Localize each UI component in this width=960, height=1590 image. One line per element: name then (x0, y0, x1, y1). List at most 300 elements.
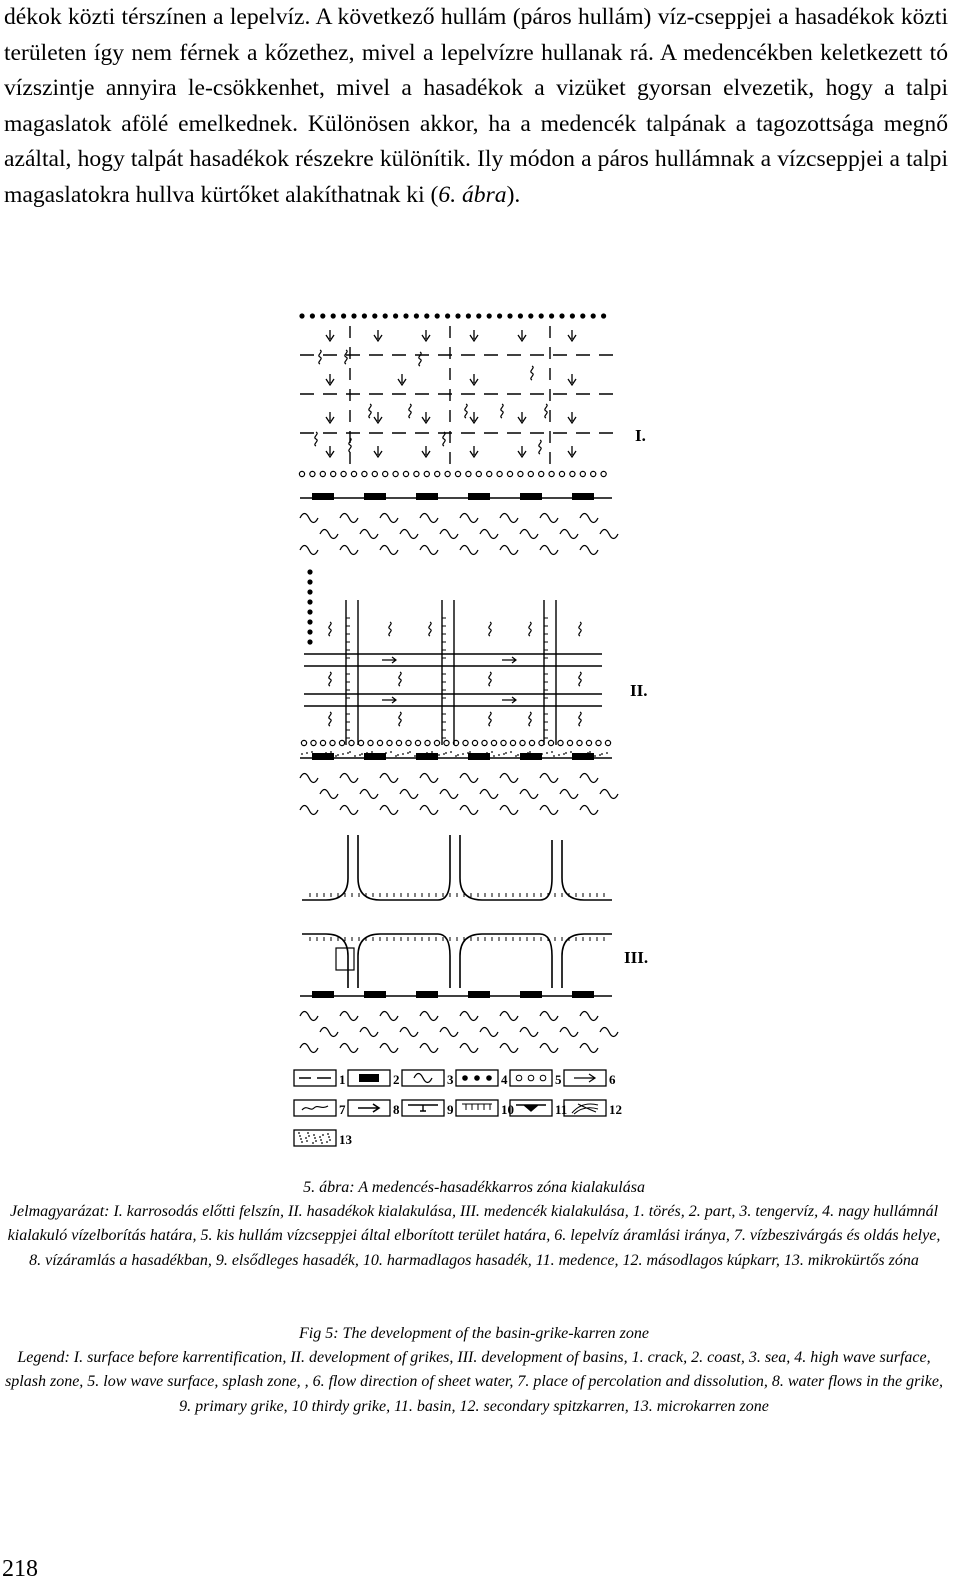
low-wave-circle (601, 471, 606, 476)
sea-wave-icon (340, 546, 358, 555)
low-wave-circle (497, 471, 502, 476)
sea-wave-icon (540, 1044, 558, 1053)
percolation-icon (329, 712, 331, 726)
high-wave-dot (307, 609, 312, 614)
low-wave-circle (559, 471, 564, 476)
percolation-icon (579, 672, 581, 686)
low-wave-icon (528, 1075, 534, 1081)
sea-wave-icon (540, 774, 558, 783)
percolation-icon (419, 352, 421, 366)
low-wave-circle (424, 471, 429, 476)
low-wave-circle (520, 740, 525, 745)
body-text-end: ). (506, 181, 521, 208)
sea-wave-icon (460, 514, 478, 523)
low-wave-circle (567, 740, 572, 745)
microkarren-icon (327, 1133, 329, 1135)
sea-wave-icon (600, 530, 618, 539)
low-wave-circle (320, 471, 325, 476)
sea-wave-icon (480, 790, 498, 799)
percolation-icon (489, 672, 491, 686)
sea-wave-icon (580, 546, 598, 555)
high-wave-dot (497, 313, 502, 318)
sea-wave-icon (320, 790, 338, 799)
microkarren-dot (563, 753, 565, 755)
sea-wave-icon (540, 806, 558, 815)
low-wave-circle (510, 740, 515, 745)
caption-hu-legend: Jelmagyarázat: I. karrosodás előtti felszín, II. hasadékok kialakulása, III. medencék kialakulása, 1. törés, 2. part, 3. tengervíz, 4. nagy hullámnál kialakuló vízelborítás határa, 5. kis hullám vízcseppjei által elborított terület határa, 6. lepelvíz áramlási iránya, 7. vízbeszivárgás és oldás helye, 8. vízáramlás a hasadékban, 9. elsődleges hasadék, 10. harmadlagos hasadék, 11. medence, 12. másodlagos kúpkarr, 13. mikrokürtős zóna (7, 1203, 941, 1269)
microkarren-dot (390, 751, 392, 753)
percolation-icon (315, 432, 317, 446)
sea-wave-icon (380, 774, 398, 783)
panel-label-2: II. (630, 681, 648, 700)
low-wave-circle (403, 471, 408, 476)
low-wave-circle (396, 740, 401, 745)
panel-1-surface (299, 313, 620, 554)
high-wave-dot (580, 313, 585, 318)
coast-icon (520, 991, 542, 998)
panel-2-grikes (300, 569, 618, 814)
sea-wave-icon (340, 774, 358, 783)
sea-wave-icon (420, 546, 438, 555)
flow-arrow-icon (502, 657, 516, 663)
arrow-down-icon (568, 374, 576, 385)
low-wave-circle (549, 471, 554, 476)
high-wave-dot (351, 313, 356, 318)
sea-wave-icon (560, 530, 578, 539)
microkarren-dot (505, 752, 507, 754)
low-wave-circle (377, 740, 382, 745)
low-wave-circle (591, 471, 596, 476)
microkarren-dot (395, 755, 397, 757)
low-wave-circle (501, 740, 506, 745)
sea-wave-icon (520, 530, 538, 539)
microkarren-dot (517, 754, 519, 756)
microkarren-icon (305, 1137, 307, 1139)
low-wave-circle (586, 740, 591, 745)
low-wave-circle (358, 740, 363, 745)
high-wave-dot (539, 313, 544, 318)
basin-outline (460, 934, 482, 988)
microkarren-dot (529, 751, 531, 753)
microkarren-dot (462, 753, 464, 755)
microkarren-dot (409, 751, 411, 753)
low-wave-circle (310, 471, 315, 476)
low-wave-circle (518, 471, 523, 476)
sea-wave-icon (360, 790, 378, 799)
sea-wave-icon (340, 1044, 358, 1053)
low-wave-circle (311, 740, 316, 745)
arrow-down-icon (568, 330, 576, 341)
sea-wave-icon (300, 1044, 318, 1053)
sea-wave-icon (420, 1012, 438, 1021)
sea-wave-icon (380, 514, 398, 523)
legend-number: 9 (447, 1102, 454, 1117)
microkarren-dot (431, 751, 433, 753)
low-wave-circle (455, 471, 460, 476)
high-wave-dot (476, 313, 481, 318)
microkarren-dot (601, 753, 603, 755)
body-paragraph (4, 0, 948, 214)
low-wave-circle (393, 471, 398, 476)
basin-outline (562, 934, 584, 988)
sea-wave-icon (480, 1028, 498, 1037)
legend-number: 3 (447, 1072, 454, 1087)
sea-wave-icon (320, 1028, 338, 1037)
microkarren-dot (414, 755, 416, 757)
microkarren-dot (342, 753, 344, 755)
high-wave-dot (518, 313, 523, 318)
microkarren-dot (565, 752, 567, 754)
high-wave-dot (320, 313, 325, 318)
percolation-icon (529, 622, 531, 636)
sea-wave-icon (520, 1028, 538, 1037)
high-wave-dot (383, 313, 388, 318)
coast-icon (468, 991, 490, 998)
low-wave-circle (491, 740, 496, 745)
arrow-down-icon (518, 330, 526, 341)
microkarren-icon (319, 1136, 321, 1138)
coast-icon (520, 753, 542, 760)
microkarren-icon (300, 1138, 302, 1140)
figure-reference: 6. ábra (438, 181, 507, 208)
sea-wave-icon (380, 1044, 398, 1053)
page-number: 218 (2, 1556, 38, 1582)
sea-wave-icon (400, 790, 418, 799)
sea-wave-icon (340, 1012, 358, 1021)
basin-outline (302, 934, 348, 988)
flow-arrow-icon (502, 697, 516, 703)
low-wave-circle (580, 471, 585, 476)
low-wave-circle (466, 471, 471, 476)
basin-outline (358, 934, 380, 988)
percolation-icon (489, 622, 491, 636)
sea-wave-icon (440, 530, 458, 539)
low-wave-circle (529, 740, 534, 745)
high-wave-dot (487, 313, 492, 318)
sea-wave-icon (420, 1044, 438, 1053)
microkarren-dot (599, 754, 601, 756)
microkarren-icon (315, 1140, 317, 1142)
percolation-icon (369, 404, 371, 418)
low-wave-circle (331, 471, 336, 476)
sea-wave-icon (560, 1028, 578, 1037)
high-wave-dot (455, 313, 460, 318)
high-wave-dot (591, 313, 596, 318)
coast-icon (468, 753, 490, 760)
arrow-down-icon (470, 412, 478, 423)
sea-wave-icon (500, 514, 518, 523)
caption-en-legend: Legend: I. surface before karrentification, II. development of grikes, III. development of basins, 1. crack, 2. coast, 3. sea, 4. high wave surface, splash zone, 5. low wave surface, splash zone, , 6. flow direction of sheet water, 7. place of percolation and dissolution, 8. water flows in the grike, 9. primary grike, 10 thirdy grike, 11. basin, 12. secondary spitzkarren, 13. microkarren zone (5, 1349, 943, 1415)
low-wave-circle (415, 740, 420, 745)
coast-icon (572, 991, 594, 998)
sea-wave-icon (380, 1012, 398, 1021)
sea-wave-icon (400, 1028, 418, 1037)
microkarren-icon (307, 1132, 309, 1134)
sea-wave-icon (580, 1044, 598, 1053)
sea-wave-icon (480, 530, 498, 539)
coast-icon (416, 493, 438, 500)
coast-icon (312, 991, 334, 998)
sea-wave-icon (500, 1012, 518, 1021)
coast-icon (312, 753, 334, 760)
arrow-down-icon (518, 446, 526, 457)
high-wave-dot (307, 639, 312, 644)
sea-wave-icon (420, 774, 438, 783)
microkarren-icon (326, 1141, 328, 1143)
microkarren-dot (450, 751, 452, 753)
arrow-down-icon (326, 374, 334, 385)
high-wave-dot (362, 313, 367, 318)
microkarren-dot (553, 755, 555, 757)
low-wave-circle (463, 740, 468, 745)
percolation-icon (465, 404, 467, 418)
microkarren-icon (306, 1140, 308, 1142)
legend-box (456, 1100, 498, 1116)
high-wave-dot (559, 313, 564, 318)
low-wave-circle (482, 740, 487, 745)
microkarren-icon (328, 1136, 330, 1138)
microkarren-dot (402, 753, 404, 755)
arrow-down-icon (422, 446, 430, 457)
microkarren-dot (455, 755, 457, 757)
primary-grike-icon (408, 1105, 438, 1111)
sea-wave-icon (340, 806, 358, 815)
sea-wave-icon (500, 1044, 518, 1053)
caption-hu-title: 5. ábra: A medencés-hasadékkarros zóna kialakulása (303, 1179, 645, 1196)
microkarren-dot (311, 751, 313, 753)
microkarren-dot (469, 751, 471, 753)
high-wave-dot (307, 579, 312, 584)
low-wave-circle (472, 740, 477, 745)
microkarren-dot (359, 754, 361, 756)
high-wave-dot (445, 313, 450, 318)
low-wave-circle (414, 471, 419, 476)
legend-number: 7 (339, 1102, 346, 1117)
basin-outline (358, 835, 450, 900)
percolation-icon (539, 440, 541, 454)
microkarren-icon (320, 1139, 322, 1141)
low-wave-circle (301, 740, 306, 745)
sea-wave-icon (460, 1012, 478, 1021)
low-wave-circle (596, 740, 601, 745)
high-wave-dot (307, 589, 312, 594)
microkarren-dot (558, 754, 560, 756)
high-wave-icon (474, 1075, 480, 1081)
sheet-flow-icon (574, 1074, 595, 1082)
legend-number: 4 (501, 1072, 508, 1087)
arrow-down-icon (518, 412, 526, 423)
microkarren-dot (570, 751, 572, 753)
microkarren-icon (314, 1137, 316, 1139)
low-wave-circle (362, 471, 367, 476)
high-wave-icon (486, 1075, 492, 1081)
percolation-icon (319, 350, 321, 364)
arrow-down-icon (374, 446, 382, 457)
spitzkarren-icon (572, 1104, 598, 1114)
sea-wave-icon (580, 514, 598, 523)
high-wave-icon (462, 1075, 468, 1081)
legend-number: 8 (393, 1102, 400, 1117)
percolation-icon (579, 712, 581, 726)
percolation-icon (329, 672, 331, 686)
microkarren-dot (337, 754, 339, 756)
legend-number: 13 (339, 1132, 352, 1147)
sea-wave-icon (520, 790, 538, 799)
panel-label-1: I. (635, 426, 646, 445)
microkarren-icon (321, 1142, 323, 1144)
microkarren-dot (349, 751, 351, 753)
arrow-down-icon (326, 446, 334, 457)
high-wave-dot (307, 569, 312, 574)
microkarren-dot (306, 752, 308, 754)
low-wave-icon (540, 1075, 546, 1081)
grike-flow-icon (358, 1104, 379, 1112)
percolation-icon (399, 672, 401, 686)
microkarren-dot (546, 752, 548, 754)
percolation-icon (529, 712, 531, 726)
high-wave-dot (601, 313, 606, 318)
percolation-icon (531, 366, 533, 380)
low-wave-circle (383, 471, 388, 476)
percolation-icon (399, 712, 401, 726)
sea-wave-icon (540, 514, 558, 523)
low-wave-circle (299, 471, 304, 476)
sea-wave-icon (300, 806, 318, 815)
legend-number: 2 (393, 1072, 400, 1087)
high-wave-dot (307, 599, 312, 604)
microkarren-dot (443, 753, 445, 755)
high-wave-dot (299, 313, 304, 318)
sea-wave-icon (580, 774, 598, 783)
percolation-icon (409, 404, 411, 418)
microkarren-icon (313, 1134, 315, 1136)
microkarren-icon (322, 1134, 324, 1136)
coast-icon (572, 753, 594, 760)
high-wave-dot (341, 313, 346, 318)
microkarren-dot (371, 751, 373, 753)
low-wave-circle (330, 740, 335, 745)
percolation-icon (429, 622, 431, 636)
microkarren-dot (301, 753, 303, 755)
caption-en-title: Fig 5: The development of the basin-grike-karren zone (299, 1325, 649, 1342)
low-wave-circle (507, 471, 512, 476)
basin-outline (562, 840, 612, 900)
low-wave-circle (539, 471, 544, 476)
flow-arrow-icon (382, 657, 396, 663)
coast-icon (364, 991, 386, 998)
arrow-down-icon (374, 330, 382, 341)
low-wave-circle (570, 471, 575, 476)
microkarren-dot (589, 751, 591, 753)
legend-number: 12 (609, 1102, 622, 1117)
high-wave-dot (307, 619, 312, 624)
microkarren-dot (445, 752, 447, 754)
basin-outline (302, 835, 348, 900)
microkarren-icon (308, 1135, 310, 1137)
microkarren-dot (457, 754, 459, 756)
microkarren-icon (329, 1139, 331, 1141)
low-wave-circle (349, 740, 354, 745)
percolation-icon (329, 622, 331, 636)
sea-wave-icon (360, 530, 378, 539)
low-wave-circle (487, 471, 492, 476)
microkarren-dot (330, 751, 332, 753)
arrow-down-icon (374, 412, 382, 423)
arrow-down-icon (470, 446, 478, 457)
microkarren-dot (606, 752, 608, 754)
arrow-down-icon (326, 330, 334, 341)
low-wave-circle (528, 471, 533, 476)
sea-wave-icon (500, 774, 518, 783)
sea-wave-icon (500, 546, 518, 555)
low-wave-icon (516, 1075, 522, 1081)
coast-icon (572, 493, 594, 500)
sea-wave-icon (460, 806, 478, 815)
microkarren-dot (397, 754, 399, 756)
sea-wave-icon (340, 514, 358, 523)
high-wave-dot (435, 313, 440, 318)
arrow-down-icon (422, 412, 430, 423)
sea-wave-icon (460, 1044, 478, 1053)
microkarren-dot (407, 752, 409, 754)
percolation-icon (545, 404, 547, 418)
sea-wave-icon (360, 1028, 378, 1037)
high-wave-dot (403, 313, 408, 318)
percolation-icon (302, 1106, 328, 1110)
microkarren-dot (551, 751, 553, 753)
coast-icon (359, 1074, 379, 1082)
sea-wave-icon (440, 790, 458, 799)
sea-wave-icon (440, 1028, 458, 1037)
high-wave-dot (570, 313, 575, 318)
microkarren-dot (335, 755, 337, 757)
microkarren-dot (510, 751, 512, 753)
high-wave-dot (331, 313, 336, 318)
sea-wave-icon (560, 790, 578, 799)
low-wave-circle (605, 740, 610, 745)
microkarren-icon (301, 1141, 303, 1143)
high-wave-dot (466, 313, 471, 318)
low-wave-circle (351, 471, 356, 476)
high-wave-dot (310, 313, 315, 318)
high-wave-dot (549, 313, 554, 318)
low-wave-circle (339, 740, 344, 745)
body-text-main: dékok közti térszínen a lepelvíz. A következő hullám (páros hullám) víz-cseppjei a hasadékok közti területen így nem férnek a kőzethez, mivel a lepelvízre hullanak rá. A medencékben keletkezett tó vízszintje annyira le-csökkenhet, mivel a hasadékok a vizüket gyorsan elvezetik, hogy a talpi magaslatok afölé emelkednek. Különösen akkor, ha a medencék talpának a tagozottsága megnő azáltal, hogy talpát hasadékok részekre különítik. Ily módon a páros hullámnak a vízcseppjei a talpi magaslatokra hullva kürtőket alakíthatnak ki ( (4, 4, 948, 208)
microkarren-dot (594, 755, 596, 757)
microkarren-dot (354, 755, 356, 757)
thirdy-grike-icon (462, 1104, 492, 1110)
basin-outline (482, 934, 552, 988)
sea-wave-icon (300, 774, 318, 783)
low-wave-circle (341, 471, 346, 476)
sea-wave-icon (600, 790, 618, 799)
basin-outline (460, 835, 552, 900)
percolation-icon (579, 622, 581, 636)
sea-wave-icon (300, 514, 318, 523)
low-wave-circle (434, 740, 439, 745)
microkarren-dot (493, 755, 495, 757)
high-wave-dot (372, 313, 377, 318)
arrow-down-icon (398, 374, 406, 385)
basin-icon (516, 1105, 546, 1111)
sea-wave-icon (540, 1012, 558, 1021)
sea-wave-icon (460, 774, 478, 783)
percolation-icon (443, 432, 445, 446)
basin-outline (380, 934, 450, 988)
percolation-icon (489, 712, 491, 726)
percolation-icon (501, 404, 503, 418)
low-wave-circle (548, 740, 553, 745)
